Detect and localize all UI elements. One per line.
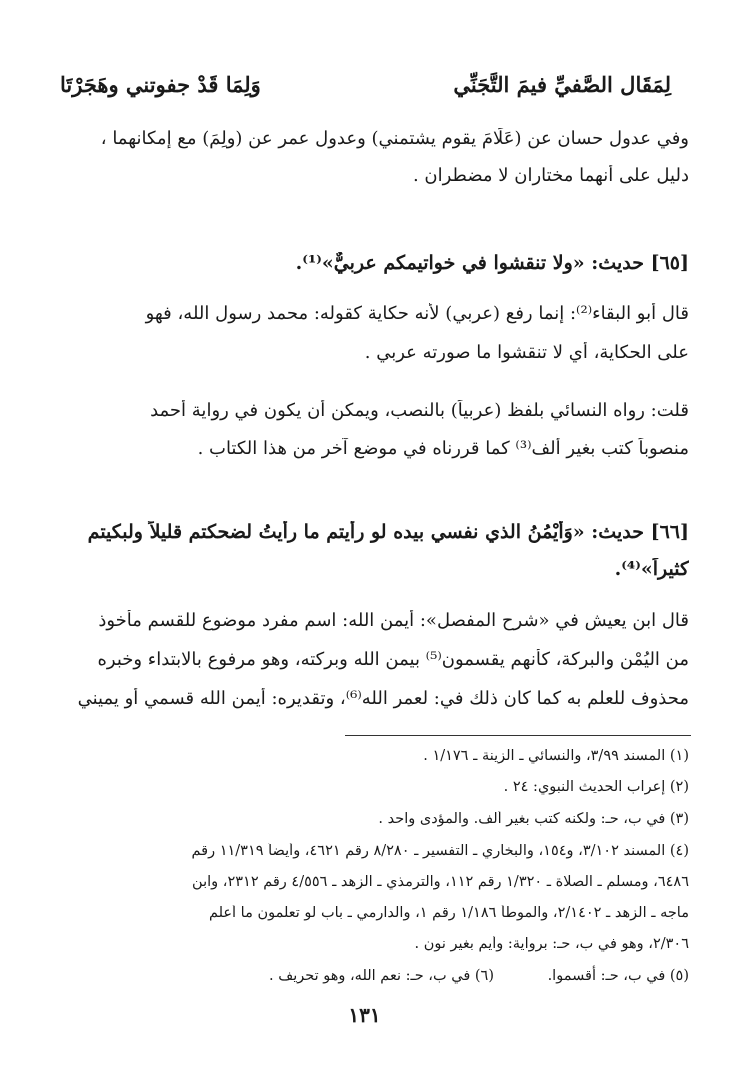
footnote-4-cont: ماجه ـ الزهد ـ ٢/١٤٠٢، والموطأ ١/١٨٦ رقم ١، والدارمي ـ باب لو تعلمون ما أعلم bbox=[208, 905, 689, 921]
verse-second-hemistich: وَلِمَا قَدْ جفوتني وهَجَرْتَا bbox=[60, 72, 261, 97]
footnote-1: (١) المسند ٣/٩٩، والنسائي ـ الزينة ـ ١/١٧٦ . bbox=[423, 748, 689, 764]
footnote-4: (٤) المسند ٣/١٠٢، و١٥٤، والبخاري ـ التفسير ـ ٨/٢٨٠ رقم ٤٦٢١، وأيضاً ١١/٣١٩ رقم bbox=[191, 843, 689, 859]
hadith-65-heading: [٦٥] حديث: «ولا تنقشوا في خواتيمكم عربيٌّ»⁽¹⁾. bbox=[295, 252, 689, 274]
paragraph-line: محذوف للعلم به كما كان ذلك في: لعمر الله⁽⁶⁾، وتقديره: أيمن الله قسمي أو يميني bbox=[77, 688, 689, 709]
page-number: ١٣١ bbox=[348, 1003, 381, 1027]
footnote-4-cont: ٦٤٨٦، ومسلم ـ الصلاة ـ ١/٣٢٠ رقم ١١٢، والترمذي ـ الزهد ـ ٤/٥٥٦ رقم ٢٣١٢، وابن bbox=[192, 874, 689, 890]
paragraph-line: دليل على أنهما مختاران لا مضطران . bbox=[412, 165, 689, 186]
poetry-verse bbox=[60, 72, 671, 112]
verse-first-hemistich: لِمَقَال الصَّفيِّ فيمَ التَّجَنِّي bbox=[453, 72, 671, 97]
footnote-4-cont: ٢/٣٠٦، وهو في ب، حـ: برواية: وأيم بغير نون . bbox=[414, 936, 689, 952]
paragraph-line: على الحكاية، أي لا تنقشوا ما صورته عربي . bbox=[364, 342, 689, 363]
paragraph-line: منصوباً كتب بغير ألف⁽³⁾ كما قررناه في موضع آخر من هذا الكتاب . bbox=[197, 438, 689, 459]
footnote-separator bbox=[345, 735, 691, 736]
footnote-2: (٢) إعراب الحديث النبوي: ٢٤ . bbox=[503, 779, 689, 795]
footnote-5: (٥) في ب، حـ: أقسموا. bbox=[547, 968, 689, 984]
hadith-66-heading-cont: كثيراً»⁽⁴⁾. bbox=[614, 558, 689, 580]
footnote-6: (٦) في ب، حـ: نعم الله، وهو تحريف . bbox=[268, 968, 494, 984]
paragraph-line: قال أبو البقاء⁽²⁾: إنما رفع (عربي) لأنه حكاية كقوله: محمد رسول الله، فهو bbox=[145, 303, 689, 324]
hadith-66-heading: [٦٦] حديث: «وَأَيْمُنُ الذي نفسي بيده لو رأيتم ما رأيتُ لضحكتم قليلاً ولبكيتم bbox=[87, 521, 689, 543]
paragraph-line: من اليُمْن والبركة، كأنهم يقسمون⁽⁵⁾ بيمن الله وبركته، وهو مرفوع بالابتداء وخبره bbox=[97, 649, 689, 670]
footnote-3: (٣) في ب، حـ: ولكنه كتب بغير ألف. والمؤدى واحد . bbox=[378, 811, 689, 827]
paragraph-line: قال ابن يعيش في «شرح المفصل»: أيمن الله: اسم مفرد موضوع للقسم مأخوذ bbox=[98, 610, 689, 631]
paragraph-line: قلت: رواه النسائي بلفظ (عربياً) بالنصب، ويمكن أن يكون في رواية أحمد bbox=[150, 400, 689, 421]
paragraph-line: وفي عدول حسان عن (عَلَامَ يقوم يشتمني) وعدول عمر عن (ولِمَ) مع إمكانهما ، bbox=[100, 128, 689, 149]
footnotes-5-6-row bbox=[90, 968, 689, 990]
